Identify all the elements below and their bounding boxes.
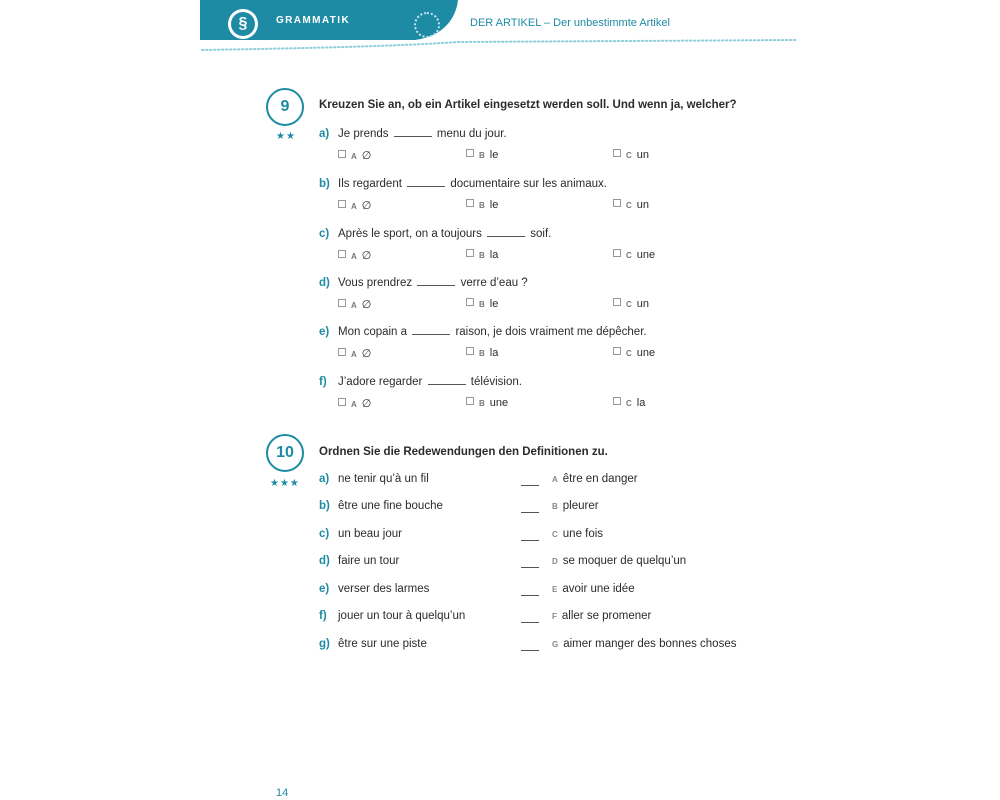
definition-letter: D (552, 557, 558, 566)
option-text: une (636, 347, 656, 359)
question-text-before: Je prends (338, 128, 389, 140)
checkbox[interactable] (466, 397, 474, 405)
question-text-after: documentaire sur les animaux. (450, 178, 607, 190)
expression-letter: e) (319, 583, 330, 595)
exercise-10-number: 10 (266, 434, 304, 472)
option-text: ∅ (361, 299, 372, 311)
checkbox[interactable] (338, 348, 346, 356)
expression-text: faire un tour (338, 555, 400, 567)
option-letter: B (479, 399, 485, 408)
dotted-circle-icon (414, 12, 440, 38)
match-answer-blank[interactable] (521, 485, 539, 486)
question-letter: e) (319, 326, 330, 338)
expression-item (319, 473, 429, 485)
expression-item (319, 555, 399, 567)
option-letter: A (351, 400, 357, 409)
expression-item (319, 638, 427, 650)
question-text-before: Après le sport, on a toujours (338, 228, 482, 240)
option-text: une (636, 249, 656, 261)
option-c[interactable] (613, 249, 655, 261)
exercise-9-question (319, 324, 647, 338)
definition-item (552, 528, 603, 540)
match-answer-blank[interactable] (521, 512, 539, 513)
question-letter: c) (319, 228, 330, 240)
expression-text: être sur une piste (338, 638, 427, 650)
checkbox[interactable] (466, 199, 474, 207)
definition-letter: C (552, 530, 558, 539)
match-answer-blank[interactable] (521, 540, 539, 541)
option-text: ∅ (361, 398, 372, 410)
option-a[interactable] (338, 347, 371, 360)
exercise-9-number: 9 (266, 88, 304, 126)
option-letter: B (479, 201, 485, 210)
option-letter: C (626, 201, 632, 210)
answer-blank[interactable] (394, 126, 432, 137)
option-text: ∅ (361, 348, 372, 360)
option-text: la (489, 249, 499, 261)
option-text: la (636, 397, 646, 409)
expression-item (319, 528, 402, 540)
dotted-divider (200, 36, 800, 54)
match-answer-blank[interactable] (521, 567, 539, 568)
option-a[interactable] (338, 397, 371, 410)
option-a[interactable] (338, 199, 371, 212)
option-text: un (636, 199, 650, 211)
option-text: ∅ (361, 250, 372, 262)
definition-item (552, 473, 638, 485)
checkbox[interactable] (466, 298, 474, 306)
checkbox[interactable] (613, 298, 621, 306)
checkbox[interactable] (466, 149, 474, 157)
option-text: le (489, 149, 499, 161)
question-text-after: télévision. (470, 376, 522, 388)
option-letter: C (626, 151, 632, 160)
definition-text: une fois (562, 528, 604, 540)
expression-text: jouer un tour à quelqu’un (338, 610, 466, 622)
option-text: ∅ (361, 150, 372, 162)
option-text: le (489, 298, 499, 310)
checkbox[interactable] (338, 150, 346, 158)
option-a[interactable] (338, 149, 371, 162)
question-letter: a) (319, 128, 330, 140)
answer-blank[interactable] (412, 324, 450, 335)
checkbox[interactable] (338, 299, 346, 307)
exercise-9-question (319, 275, 528, 289)
expression-text: verser des larmes (338, 583, 430, 595)
option-text: le (489, 199, 499, 211)
question-text-after: menu du jour. (436, 128, 507, 140)
exercise-9-difficulty: ★★ (276, 131, 296, 142)
option-letter: A (351, 350, 357, 359)
exercise-9-question (319, 176, 607, 190)
option-letter: A (351, 152, 357, 161)
option-c[interactable] (613, 347, 655, 359)
definition-item (552, 555, 686, 567)
match-answer-blank[interactable] (521, 650, 539, 651)
question-letter: b) (319, 178, 330, 190)
expression-letter: f) (319, 610, 327, 622)
checkbox[interactable] (466, 249, 474, 257)
option-text: un (636, 149, 650, 161)
checkbox[interactable] (338, 200, 346, 208)
chapter-title: DER ARTIKEL – Der unbestimmte Artikel (470, 17, 670, 29)
option-letter: C (626, 399, 632, 408)
option-text: une (489, 397, 509, 409)
checkbox[interactable] (613, 199, 621, 207)
option-letter: B (479, 300, 485, 309)
exercise-9-question (319, 126, 507, 140)
option-c[interactable] (613, 149, 649, 161)
checkbox[interactable] (613, 149, 621, 157)
answer-blank[interactable] (407, 176, 445, 187)
checkbox[interactable] (338, 250, 346, 258)
answer-blank[interactable] (417, 275, 455, 286)
expression-letter: d) (319, 555, 330, 567)
option-text: ∅ (361, 200, 372, 212)
definition-item (552, 638, 736, 650)
expression-item (319, 500, 443, 512)
option-a[interactable] (338, 298, 371, 311)
option-letter: B (479, 251, 485, 260)
definition-letter: B (552, 502, 558, 511)
option-text: la (489, 347, 499, 359)
option-letter: C (626, 251, 632, 260)
checkbox[interactable] (613, 397, 621, 405)
option-letter: C (626, 300, 632, 309)
definition-text: aimer manger des bonnes choses (563, 638, 737, 650)
section-label: GRAMMATIK (276, 15, 351, 26)
option-c[interactable] (613, 199, 649, 211)
question-text-before: Vous prendrez (338, 277, 413, 289)
checkbox[interactable] (466, 347, 474, 355)
question-text-after: raison, je dois vraiment me dépêcher. (455, 326, 647, 338)
option-letter: A (351, 252, 357, 261)
definition-item (552, 583, 635, 595)
answer-blank[interactable] (487, 226, 525, 237)
expression-letter: c) (319, 528, 330, 540)
definition-text: être en danger (562, 473, 638, 485)
definition-letter: A (552, 475, 558, 484)
definition-letter: G (552, 640, 559, 649)
definition-text: aller se promener (561, 610, 652, 622)
option-c[interactable] (613, 397, 645, 409)
option-b[interactable] (466, 149, 498, 161)
question-text-before: Ils regardent (338, 178, 402, 190)
question-letter: f) (319, 376, 327, 388)
section-logo-icon: § (228, 9, 258, 39)
expression-letter: g) (319, 638, 330, 650)
option-letter: C (626, 349, 632, 358)
question-text-before: Mon copain a (338, 326, 408, 338)
question-text-after: verre d’eau ? (460, 277, 528, 289)
exercise-9-question (319, 226, 551, 240)
option-text: un (636, 298, 650, 310)
question-text-after: soif. (530, 228, 552, 240)
option-letter: B (479, 151, 485, 160)
exercise-10-difficulty: ★★★ (270, 478, 300, 489)
match-answer-blank[interactable] (521, 622, 539, 623)
definition-item (552, 500, 599, 512)
option-b[interactable] (466, 397, 508, 409)
option-b[interactable] (466, 298, 498, 310)
question-text-before: J’adore regarder (338, 376, 423, 388)
exercise-9-instruction: Kreuzen Sie an, ob ein Artikel eingesetzt werden soll. Und wenn ja, welcher? (319, 99, 737, 111)
expression-text: ne tenir qu’à un fil (338, 473, 429, 485)
definition-item (552, 610, 651, 622)
checkbox[interactable] (338, 398, 346, 406)
option-b[interactable] (466, 249, 498, 261)
exercise-9-question (319, 374, 522, 388)
option-letter: A (351, 301, 357, 310)
option-c[interactable] (613, 298, 649, 310)
option-letter: A (351, 202, 357, 211)
expression-text: un beau jour (338, 528, 402, 540)
answer-blank[interactable] (428, 374, 466, 385)
page-number: 14 (276, 787, 289, 799)
checkbox[interactable] (613, 347, 621, 355)
expression-item (319, 610, 465, 622)
match-answer-blank[interactable] (521, 595, 539, 596)
question-letter: d) (319, 277, 330, 289)
option-a[interactable] (338, 249, 371, 262)
option-b[interactable] (466, 199, 498, 211)
definition-letter: E (552, 585, 558, 594)
expression-text: être une fine bouche (338, 500, 443, 512)
expression-letter: a) (319, 473, 330, 485)
expression-item (319, 583, 429, 595)
exercise-10-instruction: Ordnen Sie die Redewendungen den Definitionen zu. (319, 446, 608, 458)
definition-text: avoir une idée (562, 583, 635, 595)
expression-letter: b) (319, 500, 330, 512)
definition-text: pleurer (562, 500, 599, 512)
option-letter: B (479, 349, 485, 358)
definition-letter: F (552, 612, 557, 621)
definition-text: se moquer de quelqu’un (562, 555, 687, 567)
checkbox[interactable] (613, 249, 621, 257)
option-b[interactable] (466, 347, 498, 359)
